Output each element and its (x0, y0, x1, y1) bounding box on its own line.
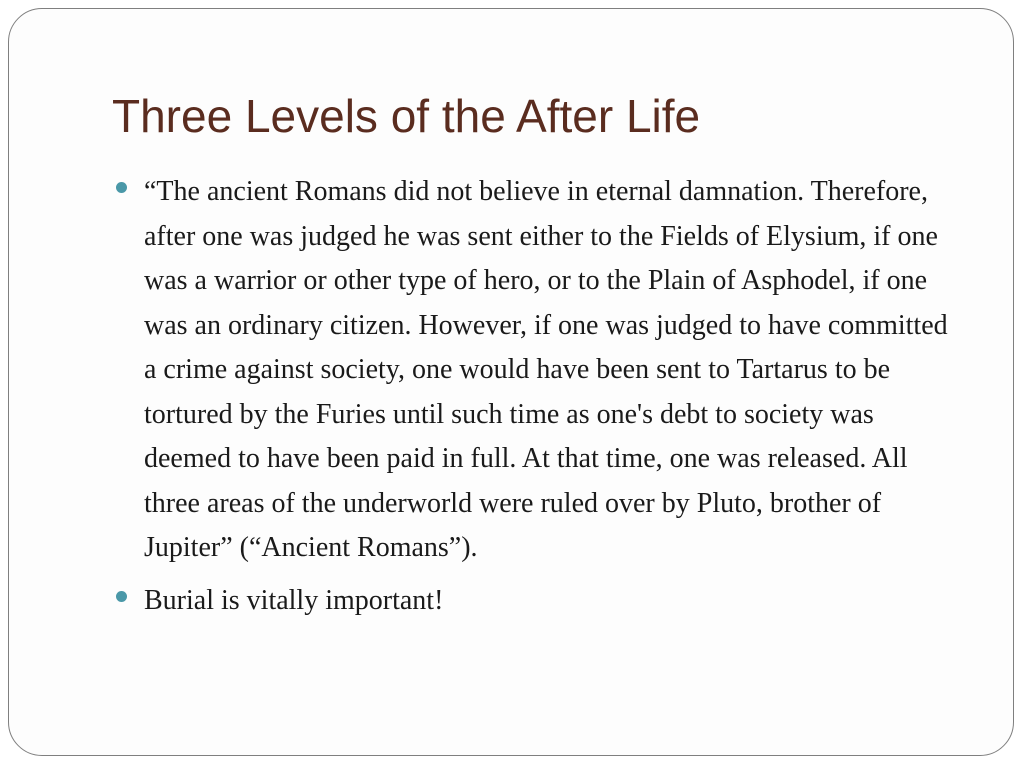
bullet-item-burial (112, 579, 972, 624)
bullet-text-quote: “The ancient Romans did not believe in eternal damnation. Therefore, after one was judged he was sent either to the Fields of Elysium, if one was a warrior or other type of hero, or to the Plain of Asphodel, if one was an ordinary citizen. However, if one was judged to have committed a crime against society, one would have been sent to Tartarus to be tortured by the Furies until such time as one's debt to society was deemed to have been paid in full. At that time, one was released. All three areas of the underworld were ruled over by Pluto, brother of Jupiter” (“Ancient Romans”). (144, 176, 948, 563)
bullet-list (112, 170, 972, 631)
slide-title: Three Levels of the After Life (112, 90, 701, 142)
bullet-dot-icon (116, 182, 127, 193)
bullet-item-quote (112, 170, 972, 571)
bullet-dot-icon (116, 591, 127, 602)
bullet-text-burial: Burial is vitally important! (144, 584, 444, 616)
